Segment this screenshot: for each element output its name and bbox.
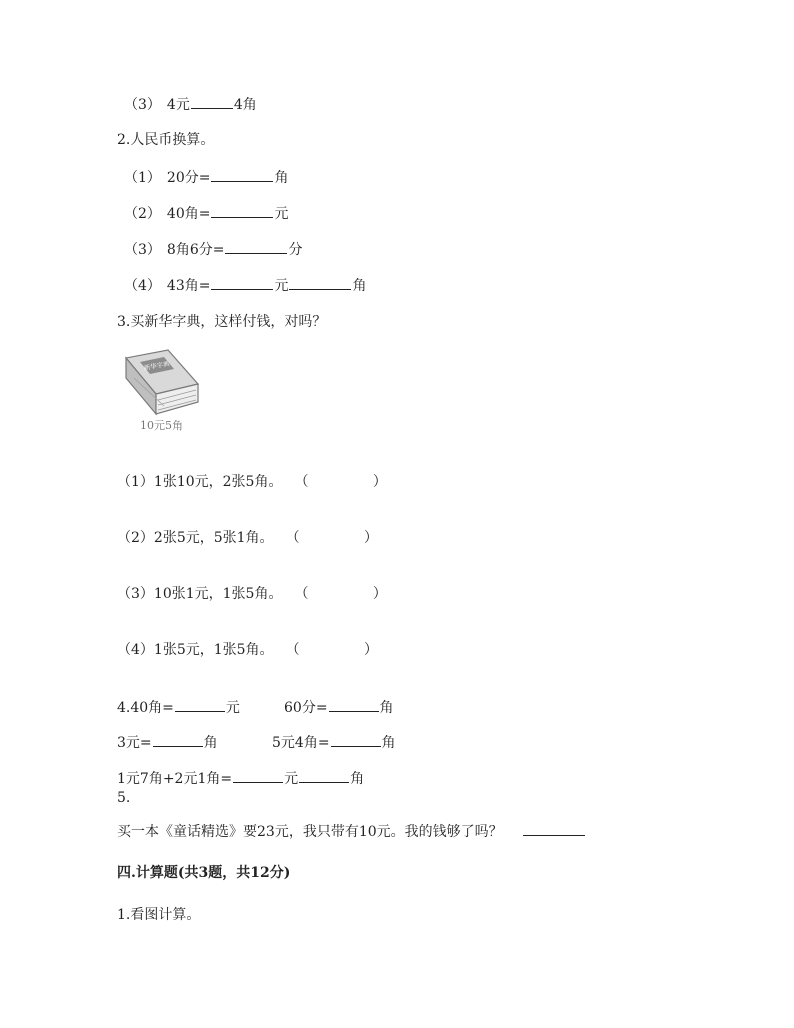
item-unit: 元: [225, 700, 240, 716]
item-unit: 角: [379, 700, 394, 716]
calc-q1-title: 1.看图计算。: [117, 907, 201, 923]
item-unit: 角: [203, 735, 218, 751]
q2-item-1: [124, 168, 288, 187]
item-text: 2张5元，5张1角。: [153, 530, 274, 546]
item-unit: 元: [274, 206, 289, 222]
q3-item-2: [117, 529, 409, 547]
answer-blank[interactable]: [289, 276, 351, 290]
q4-row1-left: [117, 698, 240, 717]
q1-item-3: [124, 95, 257, 114]
answer-paren[interactable]: （ ）: [285, 530, 409, 546]
q3-item-4: [117, 641, 409, 659]
item-number: （4）: [117, 642, 154, 658]
book-price-caption: 10元5角: [140, 419, 183, 432]
answer-blank[interactable]: [211, 168, 273, 182]
item-prefix: 3元=: [117, 735, 152, 751]
answer-blank[interactable]: [225, 240, 287, 254]
item-unit: 分: [288, 242, 303, 258]
item-number: （3）: [117, 586, 154, 602]
item-prefix: 5元4角=: [272, 735, 330, 751]
item-unit: 角: [350, 771, 365, 787]
answer-blank[interactable]: [299, 769, 349, 783]
item-prefix: 43角=: [166, 278, 211, 294]
answer-blank[interactable]: [211, 204, 273, 218]
answer-blank[interactable]: [331, 733, 381, 747]
book-cover-text: 新华字典: [143, 359, 171, 373]
q3-title: 3.买新华字典，这样付钱，对吗？: [117, 314, 327, 330]
answer-paren[interactable]: （ ）: [285, 642, 409, 658]
question-text: 买一本《童话精选》要23元，我只带有10元。我的钱够了吗？: [117, 824, 503, 840]
q2-item-4: [124, 276, 366, 295]
q4-row2-right: [272, 733, 396, 752]
q4-row3: [117, 769, 364, 788]
item-prefix: 20分=: [166, 170, 211, 186]
q3-item-3: [117, 585, 417, 603]
item-number: （1）: [124, 170, 161, 186]
item-unit: 角: [381, 735, 396, 751]
q5-question: [117, 822, 586, 841]
item-text: 10张1元，1张5角。: [153, 586, 283, 602]
answer-blank[interactable]: [329, 698, 379, 712]
item-prefix: 1元7角+2元1角=: [117, 771, 233, 787]
answer-paren[interactable]: （ ）: [294, 586, 417, 602]
item-left: 4元: [166, 97, 190, 113]
item-number: （3）: [124, 242, 161, 258]
item-unit: 元: [284, 771, 299, 787]
answer-blank[interactable]: [523, 822, 585, 836]
item-number: （2）: [117, 530, 154, 546]
answer-blank[interactable]: [175, 698, 225, 712]
answer-blank[interactable]: [211, 276, 273, 290]
item-unit: 角: [352, 278, 367, 294]
item-number: （1）: [117, 474, 154, 490]
q4-row1-right: [284, 698, 394, 717]
answer-blank[interactable]: [191, 95, 233, 109]
answer-blank[interactable]: [233, 769, 283, 783]
item-prefix: 40角=: [166, 206, 211, 222]
item-text: 1张10元，2张5角。: [153, 474, 283, 490]
q2-item-2: [124, 204, 288, 223]
q2-item-3: [124, 240, 302, 259]
dictionary-book-image: [120, 348, 200, 420]
item-right: 4角: [233, 97, 257, 113]
item-number: （2）: [124, 206, 161, 222]
answer-paren[interactable]: （ ）: [294, 474, 417, 490]
section-4-title: 四.计算题(共3题，共12分): [117, 865, 291, 881]
q4-row2-left: [117, 733, 218, 752]
item-prefix: 8角6分=: [166, 242, 225, 258]
item-number: （3）: [124, 97, 161, 113]
item-unit: 角: [274, 170, 289, 186]
q5-number: 5.: [117, 790, 131, 806]
item-text: 1张5元，1张5角。: [153, 642, 274, 658]
answer-blank[interactable]: [153, 733, 203, 747]
q3-item-1: [117, 473, 417, 491]
item-unit: 元: [274, 278, 289, 294]
item-prefix: 60分=: [284, 700, 328, 716]
q2-title: 2.人民币换算。: [117, 132, 215, 148]
item-prefix: 4.40角=: [117, 700, 174, 716]
item-number: （4）: [124, 278, 161, 294]
